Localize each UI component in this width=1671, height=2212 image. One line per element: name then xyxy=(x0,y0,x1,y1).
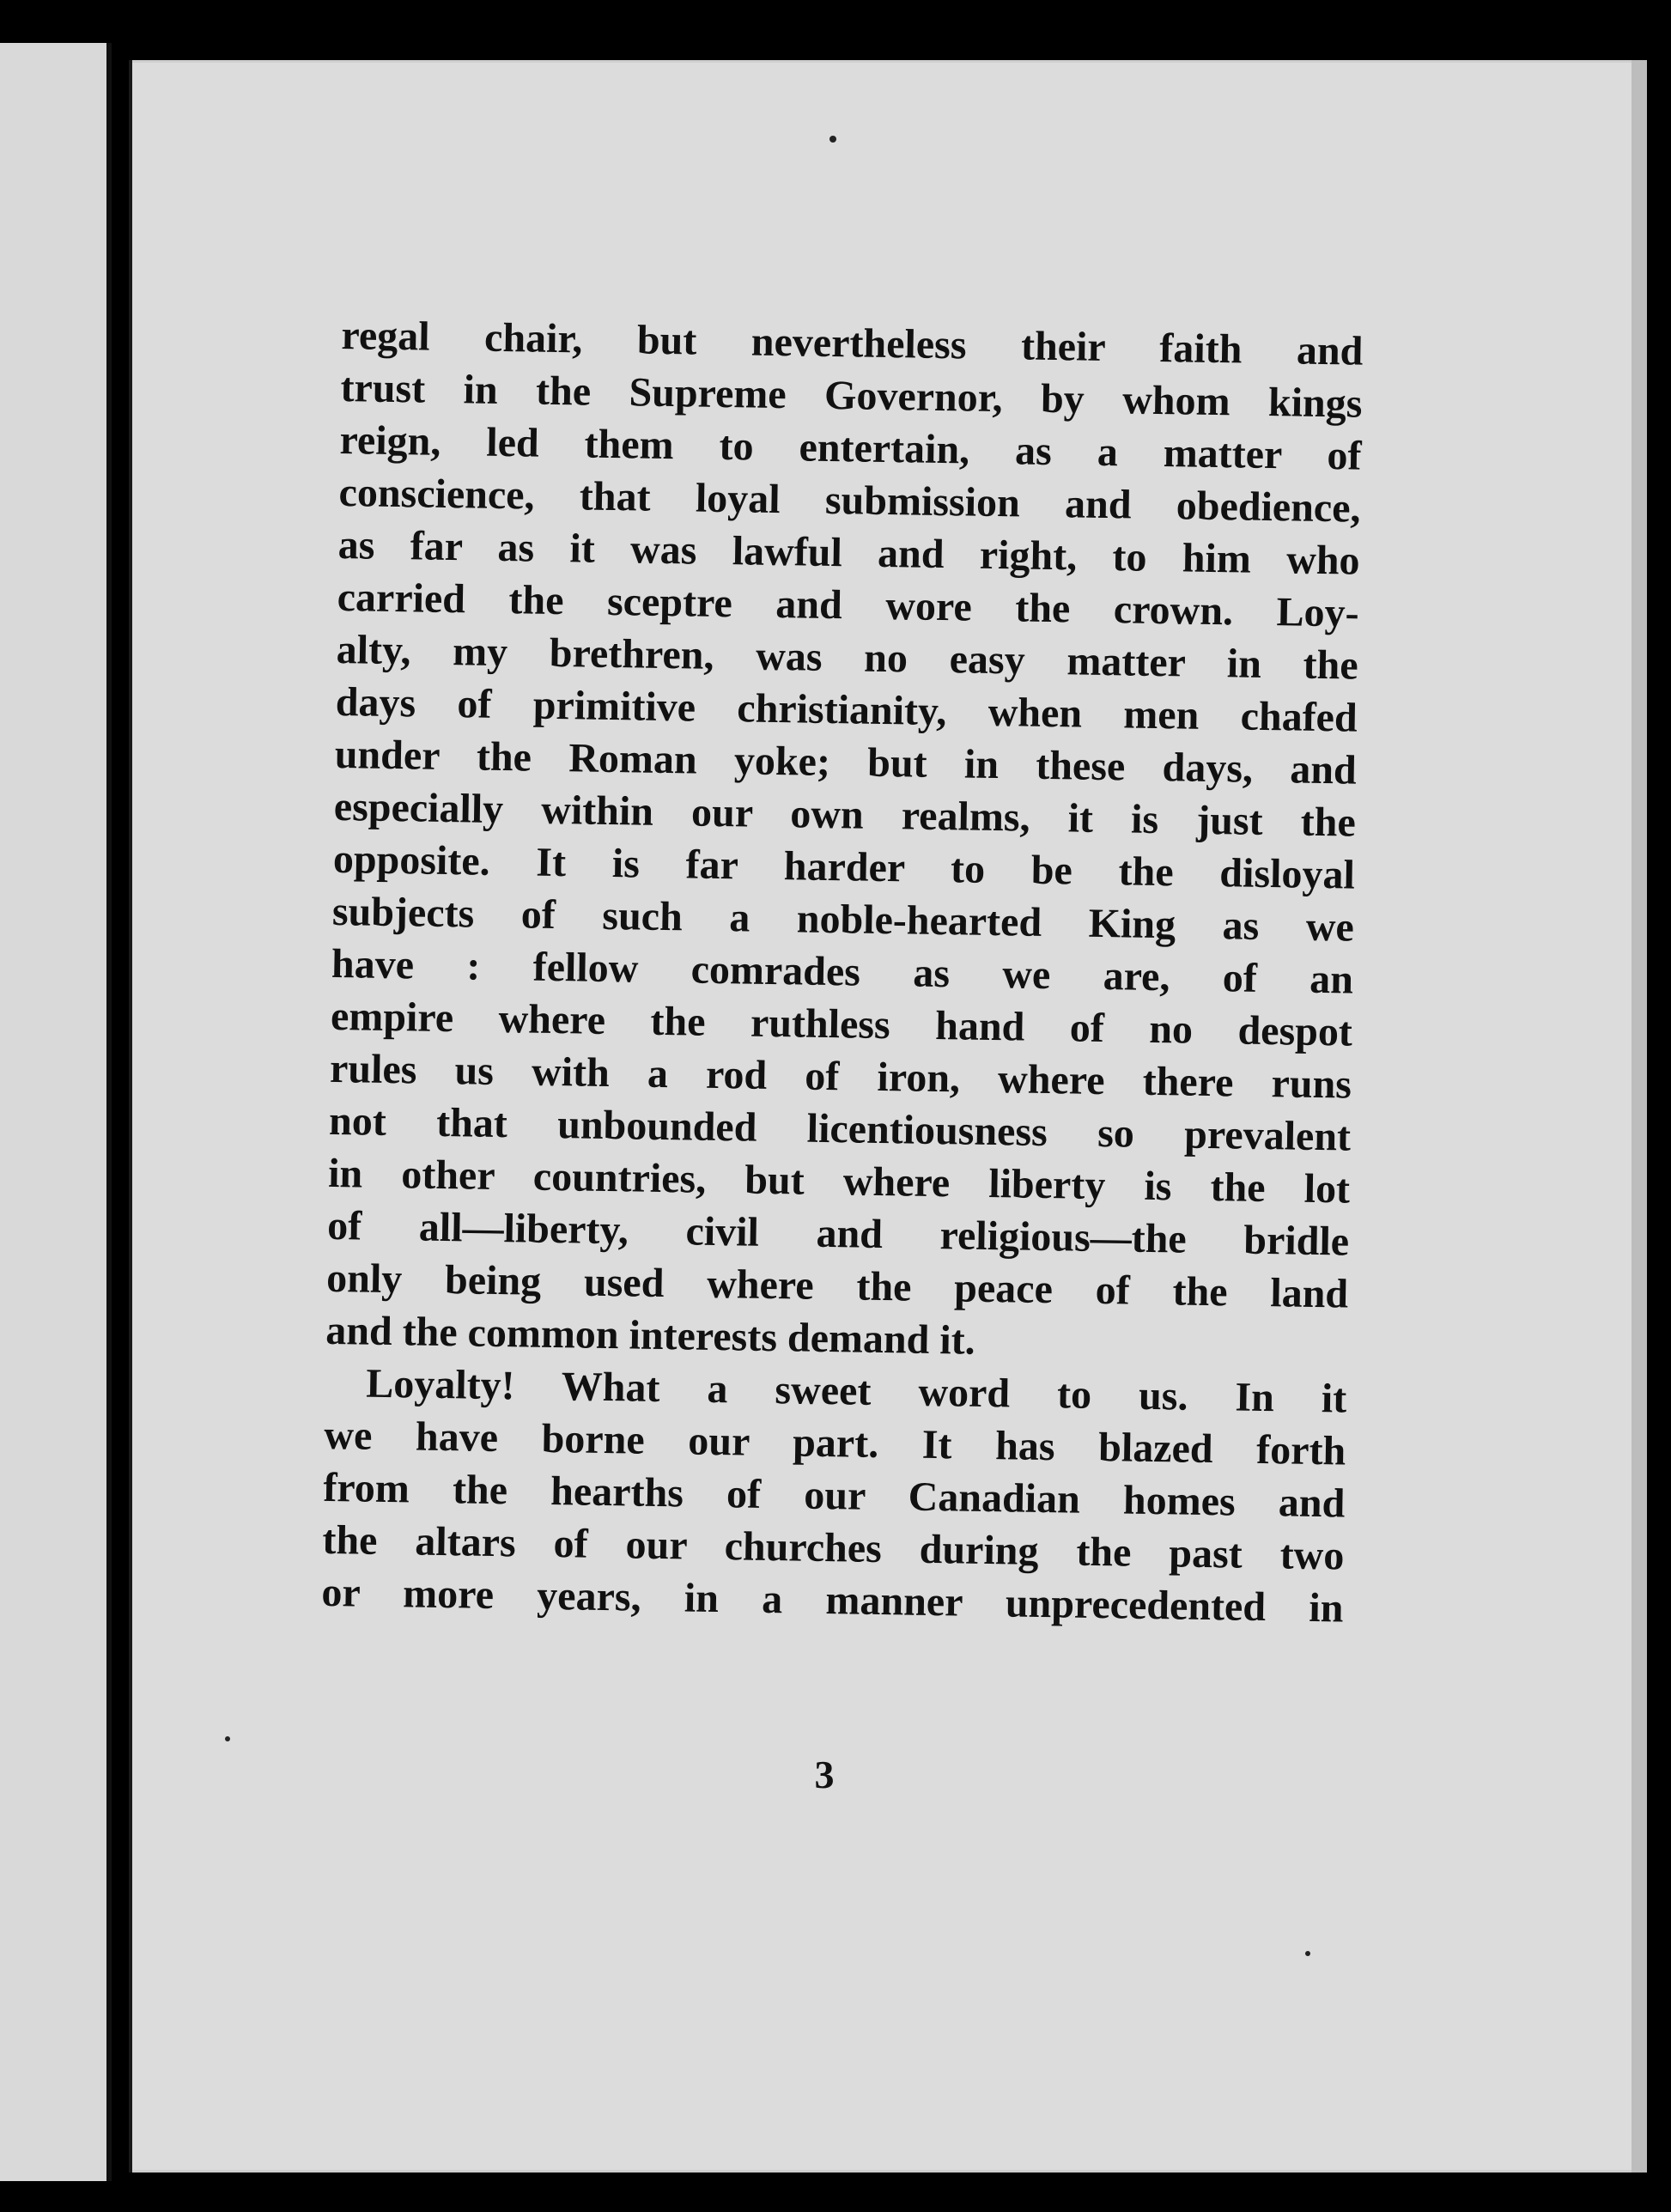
text-line: and the common interests demand it. xyxy=(325,1307,976,1364)
text-line: only being used where the peace of the land xyxy=(325,1255,1349,1317)
text-line: especially within our own realms, it is just the xyxy=(333,783,1357,846)
page-right-edge xyxy=(1632,60,1647,2172)
paragraph-2 xyxy=(321,1357,1347,1635)
text-line: carried the sceptre and wore the crown. Loy- xyxy=(337,574,1359,636)
text-line: trust in the Supreme Governor, by whom kings xyxy=(340,364,1363,427)
text-line: have : fellow comrades as we are, of an xyxy=(331,940,1354,1003)
facing-page-edge xyxy=(0,43,112,2181)
text-line: not that unbounded licentiousness so prevalent xyxy=(328,1097,1352,1160)
text-line: in other countries, but where liberty is the lot xyxy=(327,1150,1351,1212)
text-line: reign, led them to entertain, as a matter of xyxy=(339,416,1362,479)
text-line: regal chair, but nevertheless their faith and xyxy=(341,312,1364,374)
text-line: or more years, in a manner unprecedented in xyxy=(321,1569,1344,1632)
text-line: we have borne our part. It has blazed forth xyxy=(323,1412,1346,1474)
text-line: empire where the ruthless hand of no despot xyxy=(330,993,1353,1055)
text-line: days of primitive christianity, when men chafed xyxy=(335,678,1358,741)
text-line: alty, my brethren, was no easy matter in the xyxy=(336,626,1359,689)
text-line: conscience, that loyal submission and obedience, xyxy=(338,469,1361,532)
text-line: the altars of our churches during the past two xyxy=(322,1516,1345,1579)
text-line: subjects of such a noble-hearted King as we xyxy=(331,888,1355,951)
body-text xyxy=(321,309,1364,1635)
text-line: rules us with a rod of iron, where there runs xyxy=(329,1045,1352,1108)
speck-bottom-right xyxy=(1305,1951,1310,1956)
page-gutter xyxy=(129,60,132,2172)
speck-top xyxy=(829,136,836,143)
text-line: under the Roman yoke; but in these days, and xyxy=(334,731,1358,793)
text-line: from the hearths of our Canadian homes and xyxy=(323,1464,1346,1527)
speck-bottom-left xyxy=(225,1736,230,1741)
text-line: as far as it was lawful and right, to him who xyxy=(337,521,1360,584)
text-line: Loyalty! What a sweet word to us. In it xyxy=(365,1360,1347,1422)
text-line: of all—liberty, civil and religious—the bridle xyxy=(326,1202,1350,1265)
text-line: opposite. It is far harder to be the disloyal xyxy=(332,836,1356,898)
page-number: 3 xyxy=(814,1753,835,1796)
paragraph-1 xyxy=(325,309,1364,1373)
